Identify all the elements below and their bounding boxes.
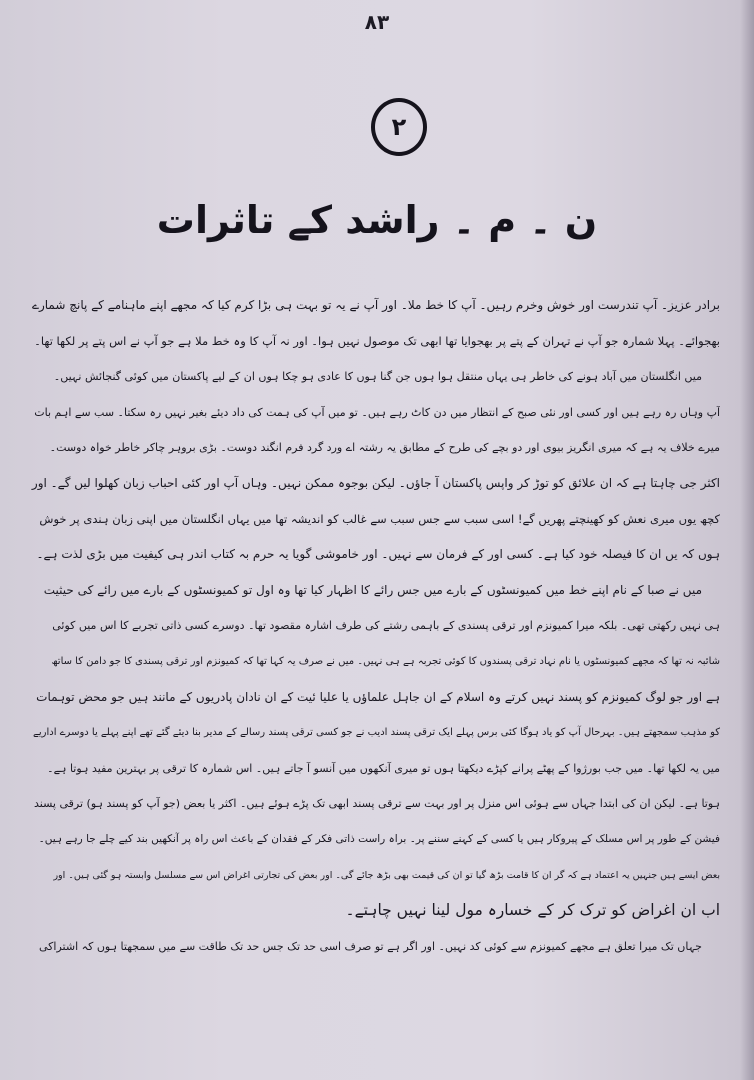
text-line: فیشن کے طور پر اس مسلک کے پیروکار ہیں یا کسی کے کہنے سننے پر۔ براہ راست ذاتی فکر کے فقدان کے باعث اس راہ پر آنکھیں بند کیے چلے جا رہے ہیں۔ (38, 832, 720, 845)
chapter-number: ۲ (391, 113, 407, 141)
text-line: ہوں کہ یں ان کا فیصلہ خود کیا ہے۔ کسی اور کے فرمان سے نہیں۔ اور خاموشی گویا یہ حرم بہ کتاب اندر ہی کیفیت میں بڑی لذت ہے۔ (36, 547, 720, 562)
text-line: بعض ایسے ہیں جنہیں یہ اعتماد ہے کہ گر ان کا قامت بڑھ گیا تو ان کی قیمت بھی بڑھ جائے گی۔ اور بعض کی تجارتی اغراض اس سے مسلسل وابستہ ہو گئی ہیں۔ اور (53, 869, 720, 881)
text-line: کچھ یوں میری نعش کو کھینچتے پھریں گے! اسی سبب سے جس سبب سے غالب کو اندیشہ تھا میں یہاں انگلستان میں اپنی زبان ہندی پر خوش (39, 511, 720, 526)
text-line: میں انگلستان میں آباد ہونے کی خاطر ہی یہاں منتقل ہوا ہوں جن گنا ہوں کا عادی ہو چکا ہوں ان کے لیے پاکستان میں کوئی گنجائش نہیں۔ (53, 370, 702, 384)
text-line: ہے اور جو لوگ کمیونزم کو پسند نہیں کرتے وہ اسلام کے ان جاہل علماؤں یا علیا ئیت کے ان نادان پادریوں کے مانند ہیں جو محض توہمات (36, 689, 720, 704)
chapter-title: ن ۔ م ۔ راشد کے تاثرات (156, 198, 598, 242)
page-number: ۸۳ (364, 10, 390, 34)
body-text (30, 288, 720, 964)
text-line: کو مذہب سمجھتے ہیں۔ بہرحال آپ کو یاد ہوگا کئی برس پہلے ایک ترقی پسند ادیب نے جو کسی ترقی پسند رسالے کے مدیر بنا دیئے گئے تھے اپنے پہلے یا دوسرے اداریے (33, 727, 720, 739)
text-line: برادر عزیز۔ آپ تندرست اور خوش وخرم رہیں۔ آپ کا خط ملا۔ اور آپ نے یہ تو بہت ہی بڑا کرم کیا کہ مجھے اپنے ماہنامے کے پانچ شمارے (31, 298, 720, 312)
text-line: شائبہ نہ تھا کہ مجھے کمیونسٹوں یا نام نہاد ترقی پسندوں کا کوئی تجربہ ہے ہی نہیں۔ میں نے صرف یہ کہا تھا کہ کمیونزم اور ترقی پسندی کا جو دامن کا ساتھ (51, 655, 720, 667)
text-line: ہی نہیں رکھتی تھی۔ بلکہ میرا کمیونزم اور ترقی پسندی کے باہمی رشتے کی طرف اشارہ مقصود تھا۔ دوسرے کسی ذاتی تجربے کا اس میں کوئی (52, 619, 720, 633)
text-line: آپ وہاں رہ رہے ہیں اور کسی اور نئی صبح کے انتظار میں دن کاٹ رہے ہیں۔ تو میں آپ کی ہمت کی داد دیئے بغیر نہیں رہ سکتا۔ سب سے اہم بات (34, 405, 720, 419)
text-line: ہوتا ہے۔ لیکن ان کی ابتدا جہاں سے ہوئی اس منزل پر اور بہت سے ترقی پسند ابھی تک پڑے ہوئے ہیں۔ اکثر یا بعض (جو آپ کو پسند ہو) ترقی پسند (34, 797, 720, 811)
text-line: اکثر جی چاہتا ہے کہ ان علائق کو توڑ کر واپس پاکستان آ جاؤں۔ لیکن بوجوہ ممکن نہیں۔ وہاں آپ اور کئی احباب زبان کھلوا لیں گے۔ اور (31, 475, 720, 490)
text-line: میں نے صبا کے نام اپنے خط میں کمیونسٹوں کے بارے میں جس رائے کا اظہار کیا تھا وہ اول تو کمیونسٹوں کے بارے میں رائے کی حیثیت (43, 582, 702, 597)
text-line: میرے خلاف یہ ہے کہ میری انگریز بیوی اور دو بچے کی طرح کے مطابق یہ رشتہ اے ورد گرد فرم انگند دوست۔ بڑی بروہر چاکر خاطر خواہ دوست۔ (49, 441, 720, 455)
text-line: جہاں تک میرا تعلق ہے مجھے کمیونزم سے کوئی کد نہیں۔ اور اگر ہے تو صرف اسی حد تک جس حد تک طاقت سے میں سمجھتا ہوں کہ اشتراکی (39, 939, 702, 953)
text-line: میں یہ لکھا تھا۔ میں جب بورژوا کے پھٹے پرانے کپڑے دیکھتا ہوں تو میری آنکھوں میں آنسو آ جاتے ہیں۔ اس شمارہ کا ترقی پر بہترین مفید ہوتا ہے۔ (47, 761, 720, 775)
chapter-number-circle (371, 98, 427, 156)
text-line: اب ان اغراض کو ترک کر کے خسارہ مول لینا نہیں چاہتے۔ (345, 901, 720, 920)
text-line: بھجوائے۔ پہلا شمارہ جو آپ نے تہران کے پتے پر بھجوایا تھا ابھی تک موصول نہیں ہوا۔ اور نہ آپ کا وہ خط ملا ہے جو آپ نے اس پتے پر لکھا تھا۔ (34, 333, 720, 348)
page-gutter-shadow (740, 0, 754, 1080)
